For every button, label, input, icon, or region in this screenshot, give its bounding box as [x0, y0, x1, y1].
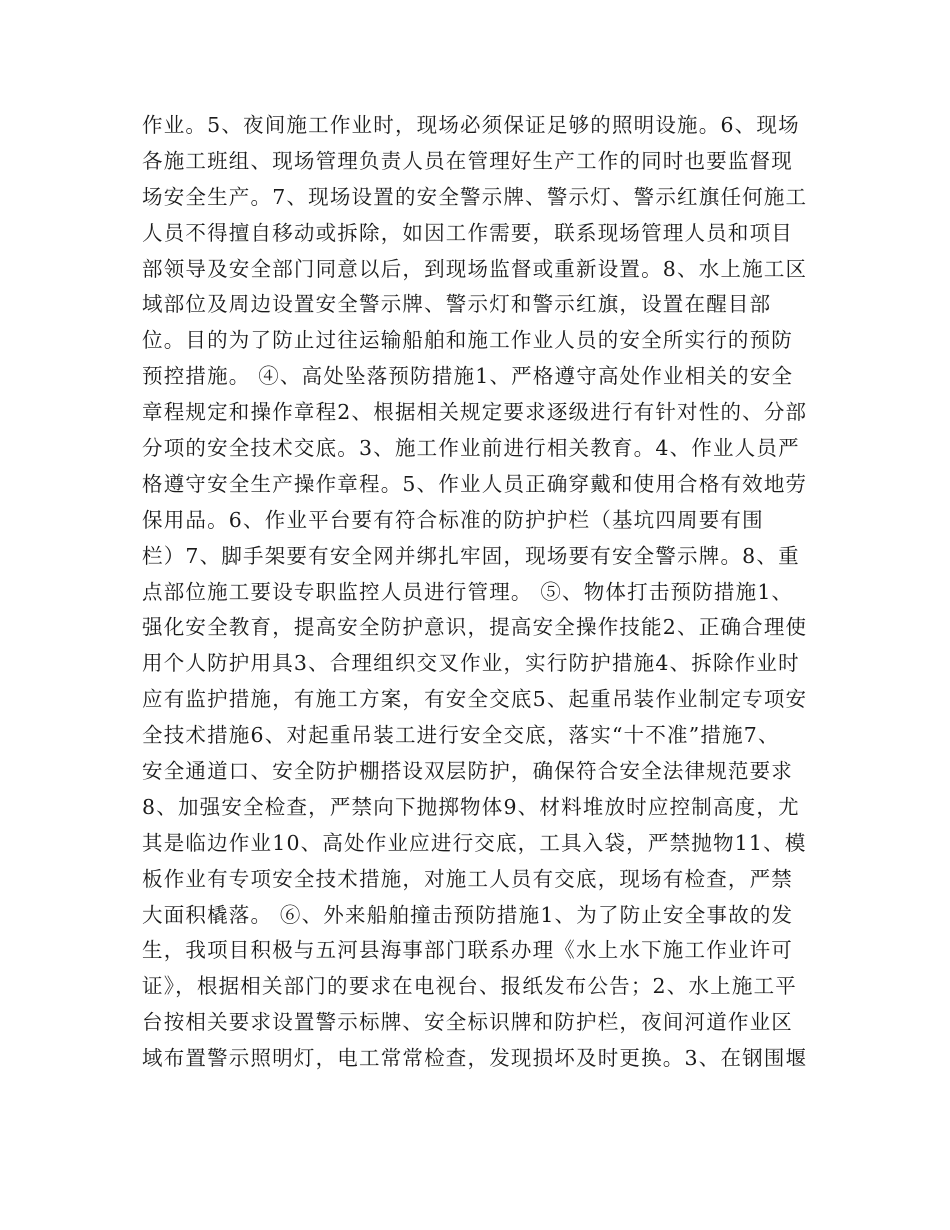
text-line: 强化安全教育，提高安全防护意识，提高安全操作技能2、正确合理使	[142, 615, 808, 640]
text-line: 用个人防护用具3、合理组织交叉作业，实行防护措施4、拆除作业时	[142, 651, 800, 676]
text-line: 8、加强安全检查，严禁向下抛掷物体9、材料堆放时应控制高度，尤	[142, 794, 800, 819]
text-line: 全技术措施6、对起重吊装工进行安全交底，落实“十不准”措施7、	[142, 723, 780, 748]
text-line: 点部位施工要设专职监控人员进行管理。 ⑤、物体打击预防措施1、	[142, 579, 794, 604]
text-line: 各施工班组、现场管理负责人员在管理好生产工作的同时也要监督现	[142, 148, 793, 173]
text-line: 生，我项目积极与五河县海事部门联系办理《水上水下施工作业许可	[142, 938, 793, 963]
text-line: 作业。5、夜间施工作业时，现场必须保证足够的照明设施。6、现场	[142, 113, 800, 137]
text-line: 位。目的为了防止过往运输船舶和施工作业人员的安全所实行的预防	[142, 328, 793, 353]
text-line: 保用品。6、作业平台要有符合标准的防护护栏（基坑四周要有围	[142, 507, 764, 532]
text-line: 域部位及周边设置安全警示牌、警示灯和警示红旗，设置在醒目部	[142, 292, 772, 317]
text-line: 章程规定和操作章程2、根据相关规定要求逐级进行有针对性的、分部	[142, 400, 808, 425]
text-line: 域布置警示照明灯，电工常常检查，发现损坏及时更换。3、在钢围堰	[142, 1046, 808, 1071]
text-line: 大面积橇落。 ⑥、外来船舶撞击预防措施1、为了防止安全事故的发	[142, 902, 794, 927]
text-line: 安全通道口、安全防护棚搭设双层防护，确保符合安全法律规范要求	[142, 759, 793, 784]
text-line: 板作业有专项安全技术措施，对施工人员有交底，现场有检查，严禁	[142, 866, 793, 891]
text-line: 栏）7、脚手架要有安全网并绑扎牢固，现场要有安全警示牌。8、重	[142, 543, 800, 568]
text-line: 部领导及安全部门同意以后，到现场监督或重新设置。8、水上施工区	[142, 256, 808, 281]
text-line: 场安全生产。7、现场设置的安全警示牌、警示灯、警示红旗任何施工	[142, 184, 808, 209]
text-line: 格遵守安全生产操作章程。5、作业人员正确穿戴和使用合格有效地劳	[142, 471, 808, 496]
body-text	[142, 108, 822, 1077]
text-line: 其是临边作业10、高处作业应进行交底，工具入袋，严禁抛物11、模	[142, 830, 807, 855]
text-line: 预控措施。 ④、高处坠落预防措施1、严格遵守高处作业相关的安全	[142, 364, 794, 389]
text-line: 证》，根据相关部门的要求在电视台、报纸发布公告；2、水上施工平	[142, 974, 797, 999]
text-line: 应有监护措施，有施工方案，有安全交底5、起重吊装作业制定专项安	[142, 687, 808, 712]
text-line: 人员不得擅自移动或拆除，如因工作需要，联系现场管理人员和项目	[142, 220, 793, 245]
text-line: 分项的安全技术交底。3、施工作业前进行相关教育。4、作业人员严	[142, 436, 800, 461]
text-line: 台按相关要求设置警示标牌、安全标识牌和防护栏，夜间河道作业区	[142, 1010, 793, 1035]
